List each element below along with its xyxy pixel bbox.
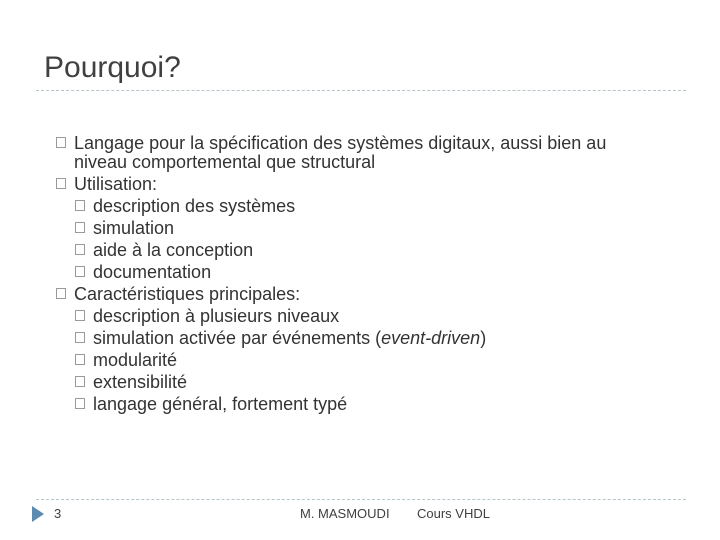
sub-bullet-item	[30, 195, 690, 217]
bullet-text: Utilisation:	[74, 174, 158, 194]
slide-title: Pourquoi?	[44, 51, 181, 84]
bullet-item-caracteristiques	[30, 283, 690, 305]
sub-bullet-text-end: )	[480, 328, 487, 348]
page-number: 3	[54, 506, 62, 521]
sub-bullet-text: modularité	[93, 350, 178, 370]
sub-bullet-text: langage général, fortement typé	[93, 394, 348, 414]
square-bullet-icon	[75, 354, 85, 365]
bullet-text-continued: niveau comportemental que structural	[74, 152, 376, 172]
bullet-list	[30, 132, 690, 415]
sub-bullet-text: extensibilité	[93, 372, 188, 392]
sub-bullet-text: documentation	[93, 262, 212, 282]
sub-bullet-text: description des systèmes	[93, 196, 296, 216]
bullet-item-langage	[30, 132, 690, 173]
bullet-item-utilisation	[30, 173, 690, 195]
sub-bullet-text: description à plusieurs niveaux	[93, 306, 340, 326]
footer-divider	[36, 499, 686, 500]
square-bullet-icon	[75, 244, 85, 255]
sub-bullet-text: aide à la conception	[93, 240, 254, 260]
footer-course: Cours VHDL	[417, 506, 490, 521]
square-bullet-icon	[75, 222, 85, 233]
square-bullet-icon	[56, 178, 66, 189]
sub-bullet-item	[30, 393, 690, 415]
sub-bullet-text-italic: event-driven	[381, 328, 481, 348]
sub-bullet-item	[30, 261, 690, 283]
square-bullet-icon	[56, 288, 66, 299]
bullet-text: Caractéristiques principales:	[74, 284, 301, 304]
sub-bullet-item	[30, 305, 690, 327]
triangle-arrow-icon	[32, 506, 44, 522]
square-bullet-icon	[75, 310, 85, 321]
sub-bullet-item	[30, 349, 690, 371]
footer-author: M. MASMOUDI	[300, 506, 390, 521]
sub-bullet-text	[93, 328, 486, 348]
sub-bullet-item	[30, 371, 690, 393]
square-bullet-icon	[75, 332, 85, 343]
sub-bullet-text: simulation	[93, 218, 175, 238]
sub-bullet-text-start: simulation activée par événements (	[93, 328, 382, 348]
square-bullet-icon	[75, 266, 85, 277]
bullet-text: Langage pour la spécification des systèmes digitaux, aussi bien au	[74, 133, 607, 153]
square-bullet-icon	[75, 376, 85, 387]
sub-bullet-item	[30, 239, 690, 261]
square-bullet-icon	[56, 137, 66, 148]
square-bullet-icon	[75, 200, 85, 211]
sub-bullet-item	[30, 217, 690, 239]
sub-bullet-item	[30, 327, 690, 349]
title-divider	[36, 90, 686, 91]
square-bullet-icon	[75, 398, 85, 409]
